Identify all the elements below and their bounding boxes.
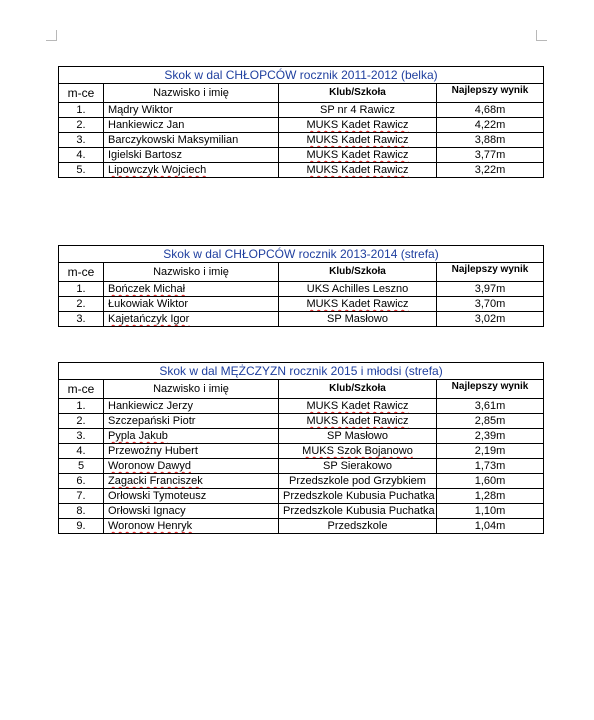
result-cell: 3,97m	[437, 282, 544, 297]
place-cell: 2.	[59, 118, 104, 133]
header-place: m-ce	[59, 84, 104, 103]
name-cell: Hankiewicz Jan	[104, 118, 279, 133]
header-name: Nazwisko i imię	[104, 380, 279, 399]
result-cell: 1,73m	[437, 459, 544, 474]
table-row	[59, 312, 544, 327]
results-table-2011-2012	[58, 66, 544, 178]
table-row	[59, 504, 544, 519]
result-cell: 3,88m	[437, 133, 544, 148]
result-cell: 1,28m	[437, 489, 544, 504]
table-title: Skok w dal MĘŻCZYZN rocznik 2015 i młodsi (strefa)	[59, 363, 544, 380]
club-cell: UKS Achilles Leszno	[279, 282, 437, 297]
place-cell: 1.	[59, 282, 104, 297]
place-cell: 4.	[59, 148, 104, 163]
table-row	[59, 444, 544, 459]
table-row	[59, 103, 544, 118]
name-cell: Barczykowski Maksymilian	[104, 133, 279, 148]
header-place: m-ce	[59, 263, 104, 282]
club-cell: SP Masłowo	[279, 429, 437, 444]
name-cell: Orłowski Tymoteusz	[104, 489, 279, 504]
table-row	[59, 118, 544, 133]
result-cell: 1,60m	[437, 474, 544, 489]
header-club: Klub/Szkoła	[279, 263, 437, 282]
table-header-row	[59, 263, 544, 282]
header-club: Klub/Szkoła	[279, 84, 437, 103]
header-result: Najlepszy wynik	[437, 263, 544, 282]
name-cell: Przewoźny Hubert	[104, 444, 279, 459]
header-result: Najlepszy wynik	[437, 380, 544, 399]
name-cell: Szczepański Piotr	[104, 414, 279, 429]
club-cell: MUKS Kadet Rawicz	[279, 163, 437, 178]
result-cell: 3,02m	[437, 312, 544, 327]
table-row	[59, 474, 544, 489]
club-cell: Przedszkole pod Grzybkiem	[279, 474, 437, 489]
club-cell: MUKS Kadet Rawicz	[279, 399, 437, 414]
club-cell: SP nr 4 Rawicz	[279, 103, 437, 118]
place-cell: 9.	[59, 519, 104, 534]
table-row	[59, 148, 544, 163]
result-cell: 2,85m	[437, 414, 544, 429]
table-title: Skok w dal CHŁOPCÓW rocznik 2011-2012 (belka)	[59, 67, 544, 84]
place-cell: 2.	[59, 297, 104, 312]
result-cell: 1,10m	[437, 504, 544, 519]
place-cell: 2.	[59, 414, 104, 429]
table-row	[59, 297, 544, 312]
club-cell: MUKS Kadet Rawicz	[279, 297, 437, 312]
place-cell: 6.	[59, 474, 104, 489]
name-cell: Lipowczyk Wojciech	[104, 163, 279, 178]
table-row	[59, 399, 544, 414]
club-cell: MUKS Kadet Rawicz	[279, 148, 437, 163]
name-cell: Hankiewicz Jerzy	[104, 399, 279, 414]
table-row	[59, 459, 544, 474]
result-cell: 2,39m	[437, 429, 544, 444]
place-cell: 7.	[59, 489, 104, 504]
table-row	[59, 133, 544, 148]
result-cell: 4,68m	[437, 103, 544, 118]
name-cell: Mądry Wiktor	[104, 103, 279, 118]
place-cell: 3.	[59, 133, 104, 148]
club-cell: MUKS Kadet Rawicz	[279, 414, 437, 429]
name-cell: Woronow Henryk	[104, 519, 279, 534]
club-cell: SP Masłowo	[279, 312, 437, 327]
header-name: Nazwisko i imię	[104, 263, 279, 282]
club-cell: Przedszkole Kubusia Puchatka	[279, 504, 437, 519]
result-cell: 3,77m	[437, 148, 544, 163]
place-cell: 5.	[59, 163, 104, 178]
name-cell: Orłowski Ignacy	[104, 504, 279, 519]
result-cell: 3,61m	[437, 399, 544, 414]
name-cell: Kajetańczyk Igor	[104, 312, 279, 327]
place-cell: 3.	[59, 312, 104, 327]
place-cell: 4.	[59, 444, 104, 459]
table-row	[59, 429, 544, 444]
table-row	[59, 282, 544, 297]
name-cell: Łukowiak Wiktor	[104, 297, 279, 312]
place-cell: 8.	[59, 504, 104, 519]
name-cell: Zagacki Franciszek	[104, 474, 279, 489]
name-cell: Woronow Dawyd	[104, 459, 279, 474]
name-cell: Igielski Bartosz	[104, 148, 279, 163]
result-cell: 1,04m	[437, 519, 544, 534]
club-cell: MUKS Szok Bojanowo	[279, 444, 437, 459]
header-place: m-ce	[59, 380, 104, 399]
club-cell: MUKS Kadet Rawicz	[279, 133, 437, 148]
table-header-row	[59, 84, 544, 103]
club-cell: Przedszkole	[279, 519, 437, 534]
table-row	[59, 519, 544, 534]
place-cell: 1.	[59, 399, 104, 414]
club-cell: Przedszkole Kubusia Puchatka	[279, 489, 437, 504]
place-cell: 1.	[59, 103, 104, 118]
table-header-row	[59, 380, 544, 399]
club-cell: SP Sierakowo	[279, 459, 437, 474]
header-result: Najlepszy wynik	[437, 84, 544, 103]
place-cell: 5	[59, 459, 104, 474]
results-table-2015-younger	[58, 362, 544, 534]
place-cell: 3.	[59, 429, 104, 444]
page-corner-mark-right	[536, 30, 547, 41]
results-table-2013-2014	[58, 245, 544, 327]
club-cell: MUKS Kadet Rawicz	[279, 118, 437, 133]
table-title: Skok w dal CHŁOPCÓW rocznik 2013-2014 (strefa)	[59, 246, 544, 263]
page-corner-mark-left	[46, 30, 57, 41]
result-cell: 3,22m	[437, 163, 544, 178]
result-cell: 4,22m	[437, 118, 544, 133]
name-cell: Pypla Jakub	[104, 429, 279, 444]
result-cell: 2,19m	[437, 444, 544, 459]
name-cell: Bończek Michał	[104, 282, 279, 297]
header-name: Nazwisko i imię	[104, 84, 279, 103]
header-club: Klub/Szkoła	[279, 380, 437, 399]
table-row	[59, 163, 544, 178]
table-row	[59, 489, 544, 504]
result-cell: 3,70m	[437, 297, 544, 312]
table-row	[59, 414, 544, 429]
